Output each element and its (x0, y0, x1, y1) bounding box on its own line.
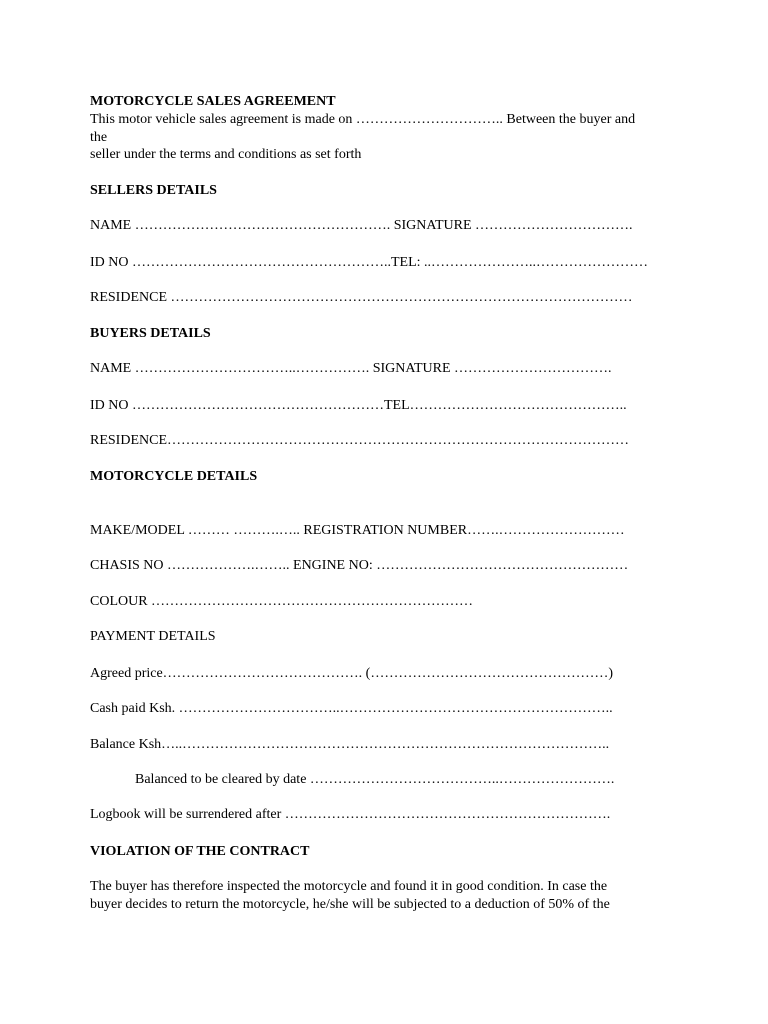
seller-residence-line: RESIDENCE ……………………………………………………………………………………… (90, 290, 633, 305)
violation-line-2: buyer decides to return the motorcycle, he/she will be subjected to a deduction of 50% of the (90, 897, 610, 912)
balance-clear-date-line: Balanced to be cleared by date …………………………………..……………………. (135, 772, 615, 787)
payment-heading: PAYMENT DETAILS (90, 629, 216, 644)
buyer-name-line: NAME ……………………………..……………. SIGNATURE ……………………………. (90, 361, 612, 376)
intro-line-2: the (90, 130, 108, 145)
agreed-price-line: Agreed price……………………………………. (……………………………………………) (90, 666, 614, 681)
chasis-engine-line: CHASIS NO ……………….…….. ENGINE NO: ……………………………………………… (90, 558, 629, 573)
intro-line-1: This motor vehicle sales agreement is made on ………………………….. Between the buyer and (90, 112, 636, 127)
document-title: MOTORCYCLE SALES AGREEMENT (90, 94, 336, 109)
cash-paid-line: Cash paid Ksh. ……………………………..………………………………………………….. (90, 701, 613, 716)
seller-name-line: NAME ………………………………………………. SIGNATURE ……………………………. (90, 218, 633, 233)
balance-line: Balance Ksh…..……………………………………………………………………………….. (90, 737, 610, 752)
buyer-id-line: ID NO ………………………………………………TEL……………………………………….. (90, 398, 627, 413)
intro-line-3: seller under the terms and conditions as set forth (90, 147, 362, 162)
buyer-residence-line: RESIDENCE……………………………………………………………………………………… (90, 433, 629, 448)
colour-line: COLOUR …………………………………………………………… (90, 594, 474, 609)
logbook-line: Logbook will be surrendered after ……………………………………………………………. (90, 807, 611, 822)
sellers-heading: SELLERS DETAILS (90, 183, 217, 198)
violation-heading: VIOLATION OF THE CONTRACT (90, 844, 310, 859)
motorcycle-heading: MOTORCYCLE DETAILS (90, 469, 258, 484)
make-model-line: MAKE/MODEL ……… ……….….. REGISTRATION NUMBER…….……………………… (90, 523, 625, 538)
seller-id-line: ID NO ………………………………………………..TEL: ..…………………..…………………… (90, 255, 649, 270)
violation-line-1: The buyer has therefore inspected the motorcycle and found it in good condition. In case the (90, 879, 608, 894)
buyers-heading: BUYERS DETAILS (90, 326, 211, 341)
